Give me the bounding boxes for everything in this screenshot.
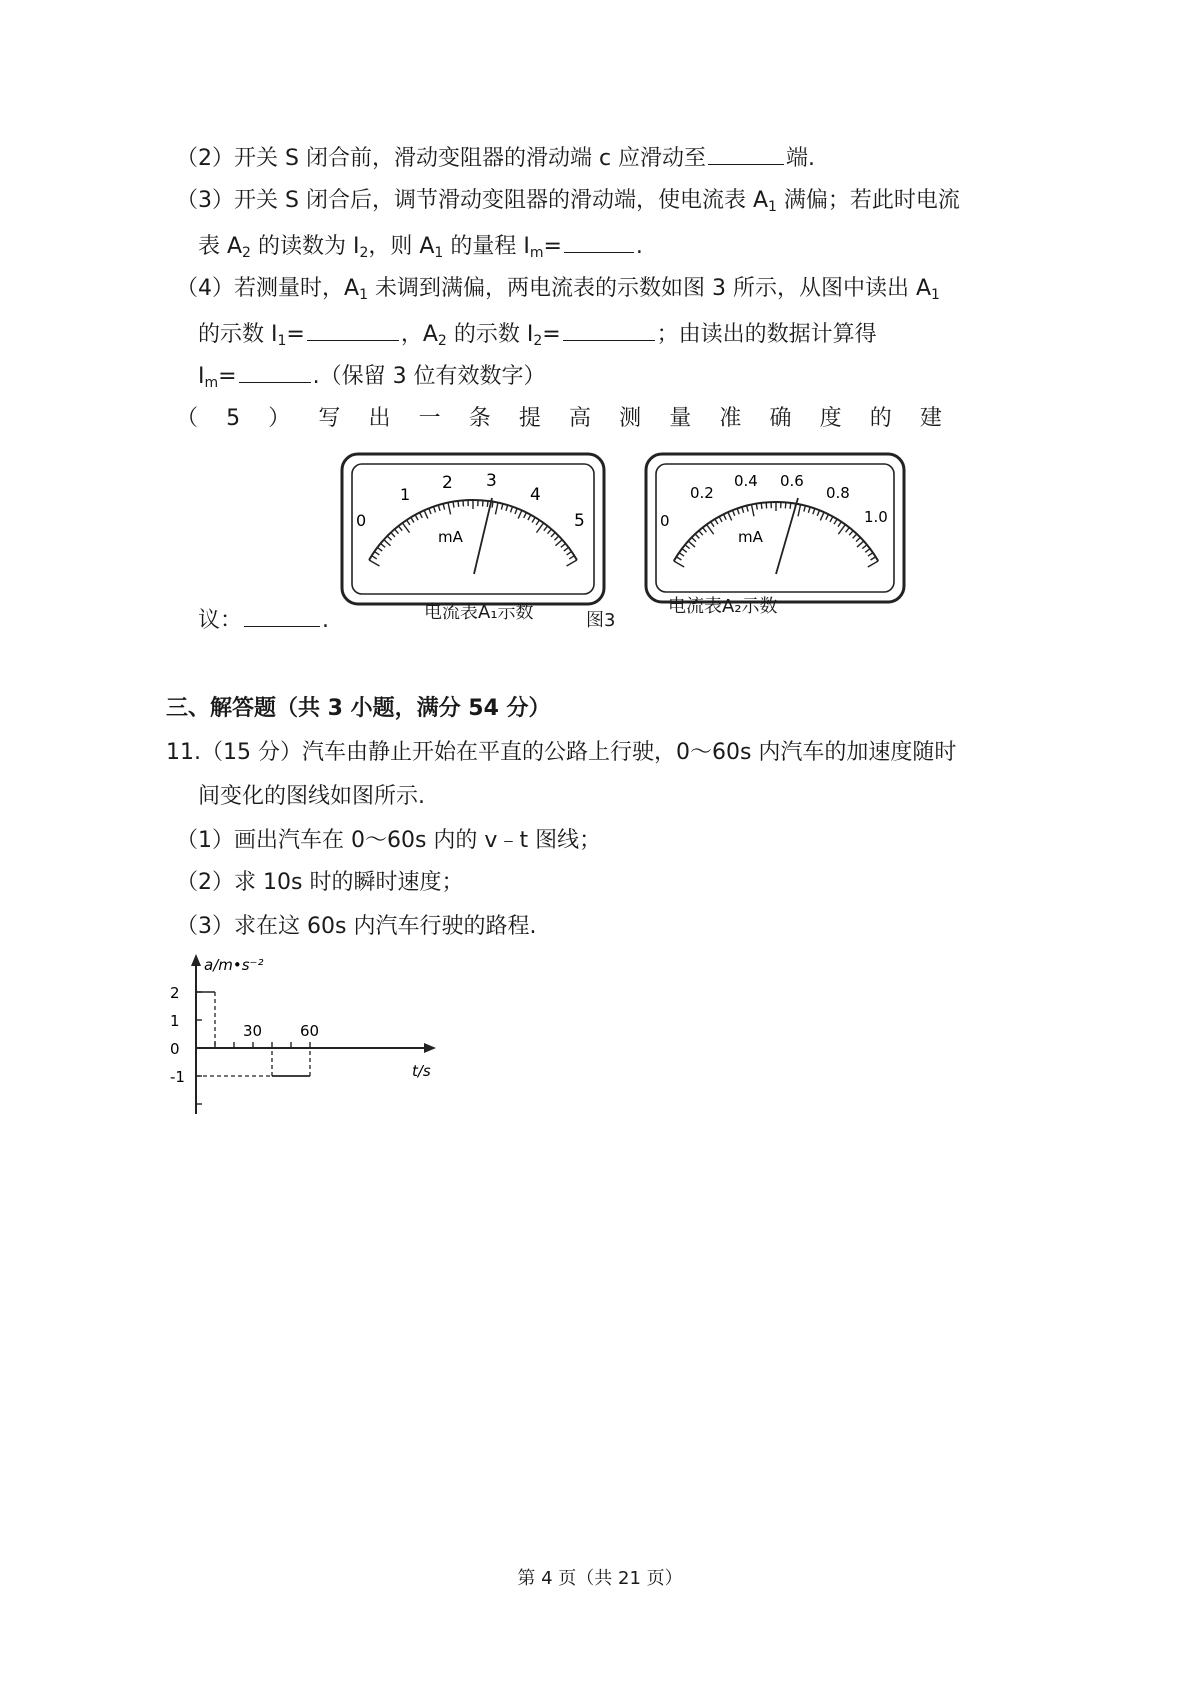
text: = (542, 322, 561, 347)
meter-tick-mark (798, 505, 800, 517)
text: 的示数 I (198, 322, 278, 347)
meter1-tick-1: 1 (400, 485, 411, 504)
figure-label: 图3 (586, 610, 616, 631)
char: 5 (226, 406, 241, 431)
char: 提 (518, 406, 541, 431)
meter2-unit: mA (738, 528, 763, 546)
text: （3）开关 S 闭合后，调节滑动变阻器的滑动端，使电流表 A (176, 188, 768, 213)
x-tick-label: 30 (243, 1022, 263, 1040)
meter1-tick-0: 0 (356, 511, 367, 530)
q11-line1: 11.（15 分）汽车由静止开始在平直的公路上行驶，0～60s 内汽车的加速度随时 (166, 740, 957, 765)
subscript: m (529, 245, 544, 261)
text: I (198, 364, 205, 389)
meter-tick-mark (420, 513, 423, 518)
meter1-unit: mA (438, 528, 463, 546)
meter-tick-mark (374, 552, 379, 555)
meter-tick-mark (747, 506, 748, 512)
q10-part5-line1 (176, 404, 942, 434)
q10-part3-line2 (198, 230, 643, 262)
meter-tick-mark (569, 556, 574, 559)
text: . (635, 234, 643, 259)
char: 准 (719, 406, 742, 431)
meter-tick-mark (838, 525, 845, 535)
text: .（保留 3 位有效数字） (312, 364, 546, 389)
char: 出 (368, 406, 391, 431)
text: ；由读出的数据计算得 (656, 322, 877, 347)
q10-part4-line2 (198, 318, 877, 350)
meter-tick-mark (528, 515, 531, 520)
text: 未调到满偏，两电流表的示数如图 3 所示，从图中读出 A (367, 276, 932, 301)
y-tick-label: 1 (170, 1012, 180, 1030)
meter-tick-mark (555, 540, 562, 546)
meter-tick-mark (699, 531, 703, 536)
meter-tick-mark (429, 508, 431, 514)
char: 确 (769, 406, 792, 431)
meter-tick-mark (458, 501, 459, 507)
meter-tick-mark (463, 500, 464, 506)
subscript: 1 (434, 245, 444, 261)
q11-line2: 间变化的图线如图所示. (198, 784, 425, 809)
text: = (543, 234, 562, 259)
subscript: 1 (768, 199, 777, 215)
text: 的示数 I (446, 322, 534, 347)
char: （ (176, 406, 199, 431)
meter-tick-mark (424, 510, 428, 518)
char: 的 (869, 406, 892, 431)
subscript: 1 (277, 333, 287, 349)
section-heading: 三、解答题（共 3 小题，满分 54 分） (166, 696, 551, 721)
meter-tick-mark (737, 509, 739, 515)
meter-tick-mark (703, 528, 707, 533)
y-axis-arrow (191, 954, 201, 966)
char: 条 (468, 406, 491, 431)
meter-tick-mark (695, 534, 699, 538)
q11-sub1: （1）画出汽车在 0～60s 内的 v﹣t 图线； (176, 828, 602, 853)
answer-blank[interactable] (564, 230, 634, 253)
meter-tick-mark (820, 512, 824, 520)
char: 高 (568, 406, 591, 431)
meter-tick-mark (724, 514, 727, 519)
meter2-tick-3: 0.6 (780, 472, 804, 490)
meter-tick-mark (857, 541, 864, 547)
ammeter-a2 (646, 454, 904, 602)
meter-tick-mark (448, 503, 450, 515)
y-tick-label: 0 (170, 1040, 180, 1058)
text: . (322, 608, 330, 633)
q11-sub2: （2）求 10s 时的瞬时速度； (176, 870, 464, 895)
meter-tick-mark (761, 503, 762, 509)
q10-part4-line1 (176, 274, 940, 304)
meter-tick-mark (728, 512, 732, 520)
meter-tick-mark (685, 545, 690, 549)
text: = (286, 322, 305, 347)
answer-blank[interactable] (563, 318, 655, 341)
meter-tick-mark (688, 541, 695, 547)
meter-tick-mark (711, 522, 714, 527)
answer-blank[interactable] (239, 360, 311, 383)
q10-part2-text: （2）开关 S 闭合前，滑动变阻器的滑动端 c 应滑动至 (176, 146, 707, 171)
meter-tick-mark (808, 507, 810, 513)
q10-part2-end: 端. (786, 146, 816, 171)
subscript: 1 (931, 287, 940, 303)
text: （4）若测量时，A (176, 276, 360, 301)
meter-tick-mark (826, 514, 829, 519)
meter-tick-mark (415, 515, 418, 520)
meter-tick-mark (434, 507, 436, 513)
meter-tick-mark (868, 561, 878, 567)
meter-tick-mark (756, 504, 757, 510)
meter1-caption: 电流表A₁示数 (424, 602, 534, 623)
meter1-needle (474, 498, 492, 574)
subscript: 2 (359, 245, 369, 261)
meter-tick-mark (849, 531, 853, 536)
meter-tick-mark (742, 507, 744, 513)
meter-tick-mark (846, 528, 850, 533)
meter-tick-mark (567, 560, 577, 566)
meter-tick-mark (536, 523, 543, 533)
meter-tick-mark (561, 544, 566, 548)
meter-tick-mark (554, 536, 558, 540)
x-axis-label: t/s (412, 1062, 431, 1080)
y-tick-label: -1 (170, 1068, 185, 1086)
meter-tick-mark (483, 500, 484, 506)
char: 测 (619, 406, 642, 431)
q10-part5-line2 (198, 604, 329, 636)
text: = (218, 364, 237, 389)
meter2-tick-4: 0.8 (826, 484, 850, 502)
meter-tick-mark (387, 536, 391, 540)
x-axis-arrow (424, 1043, 436, 1053)
meter-tick-mark (544, 526, 548, 531)
meter-tick-mark (785, 502, 786, 508)
meter-tick-mark (564, 547, 569, 551)
meter-tick-mark (790, 503, 791, 509)
subscript: 1 (359, 287, 368, 303)
meter2-tick-5: 1.0 (864, 508, 888, 526)
meter1-tick-5: 5 (574, 511, 585, 531)
meter2-tick-1: 0.2 (690, 484, 714, 502)
q10-part4-line3 (198, 360, 546, 392)
meter-tick-mark (532, 517, 535, 522)
char: 度 (819, 406, 842, 431)
meter-tick-mark (524, 513, 527, 518)
meter-tick-mark (547, 529, 551, 534)
meter-tick-mark (707, 525, 714, 535)
meter1-tick-2: 2 (442, 473, 453, 493)
meter-tick-mark (813, 509, 815, 515)
page-footer: 第 4 页（共 21 页） (517, 1568, 683, 1589)
meter-tick-mark (838, 522, 841, 527)
meter-tick-mark (674, 561, 684, 567)
meter-tick-mark (395, 529, 399, 534)
meter-tick-mark (381, 544, 386, 548)
meter-tick-mark (692, 537, 696, 541)
meter1-tick-4: 4 (530, 485, 541, 505)
meter-tick-mark (551, 533, 555, 537)
meter-tick-mark (398, 526, 402, 531)
meter2-tick-0: 0 (660, 512, 670, 530)
char: 一 (418, 406, 441, 431)
meter-tick-mark (443, 504, 444, 510)
meter-tick-mark (438, 505, 440, 511)
meter2-needle (776, 498, 798, 574)
subscript: 2 (533, 333, 543, 349)
meter-tick-mark (487, 501, 488, 507)
meter-tick-mark (372, 556, 377, 559)
meter-tick-mark (377, 547, 382, 551)
meter-tick-mark (506, 505, 508, 511)
meter-tick-mark (495, 503, 497, 515)
meter-tick-mark (865, 549, 870, 553)
meter-tick-mark (733, 510, 735, 516)
subscript: m (204, 375, 219, 391)
meter-tick-mark (871, 557, 876, 560)
meter-tick-mark (682, 549, 687, 553)
y-axis-label: a/m•s⁻² (204, 956, 264, 974)
ammeter-a1 (342, 454, 604, 604)
meter-tick-mark (510, 507, 512, 513)
meter-tick-mark (384, 540, 391, 546)
meter-tick-mark (679, 553, 684, 556)
q10-part3-line1 (176, 186, 960, 216)
subscript: 2 (437, 333, 447, 349)
meter-tick-mark (853, 534, 857, 538)
meter-tick-mark (715, 519, 718, 524)
char: 写 (318, 406, 341, 431)
meter-tick-mark (856, 537, 860, 541)
acceleration-time-chart (160, 950, 460, 1120)
answer-blank[interactable] (307, 318, 399, 341)
meter1-tick-3: 3 (486, 471, 497, 491)
char: ） (268, 406, 291, 431)
meter-tick-mark (804, 506, 805, 512)
text: 的量程 I (443, 234, 530, 259)
meter-tick-mark (817, 510, 819, 516)
meter-tick-mark (751, 505, 753, 517)
meter-tick-mark (411, 517, 414, 522)
text: 满偏；若此时电流 (776, 188, 960, 213)
q11-sub3: （3）求在这 60s 内汽车行驶的路程. (176, 914, 537, 939)
meter-tick-mark (862, 545, 867, 549)
text: 表 A (198, 234, 243, 259)
meter-tick-mark (402, 523, 409, 533)
meter-tick-mark (407, 520, 410, 525)
meter-tick-mark (766, 502, 767, 508)
meter-tick-mark (830, 517, 833, 522)
meter-tick-mark (676, 557, 681, 560)
char: 建 (919, 406, 942, 431)
meter2-tick-2: 0.4 (734, 472, 758, 490)
meter-tick-mark (518, 510, 522, 518)
text: 议： (198, 608, 243, 633)
y-tick-label: 2 (170, 984, 180, 1002)
text: ，A (400, 322, 438, 347)
meter-tick-mark (719, 517, 722, 522)
text: ，则 A (368, 234, 435, 259)
char: 量 (669, 406, 692, 431)
meter-tick-mark (369, 560, 379, 566)
answer-blank[interactable] (244, 604, 320, 627)
meter-tick-mark (515, 508, 517, 514)
answer-blank[interactable] (708, 142, 784, 165)
meter-tick-mark (492, 502, 493, 508)
meter-tick-mark (391, 533, 395, 537)
meter2-caption: 电流表A₂示数 (668, 596, 778, 617)
meter-tick-mark (453, 502, 454, 508)
meter-tick-mark (501, 504, 502, 510)
meter-tick-mark (536, 520, 539, 525)
meter-tick-mark (567, 552, 572, 555)
meter-tick-mark (834, 519, 837, 524)
subscript: 2 (242, 245, 251, 261)
q10-part2 (176, 142, 815, 174)
meter-tick-mark (868, 553, 873, 556)
text: 的读数为 I (250, 234, 360, 259)
x-tick-label: 60 (300, 1022, 320, 1040)
